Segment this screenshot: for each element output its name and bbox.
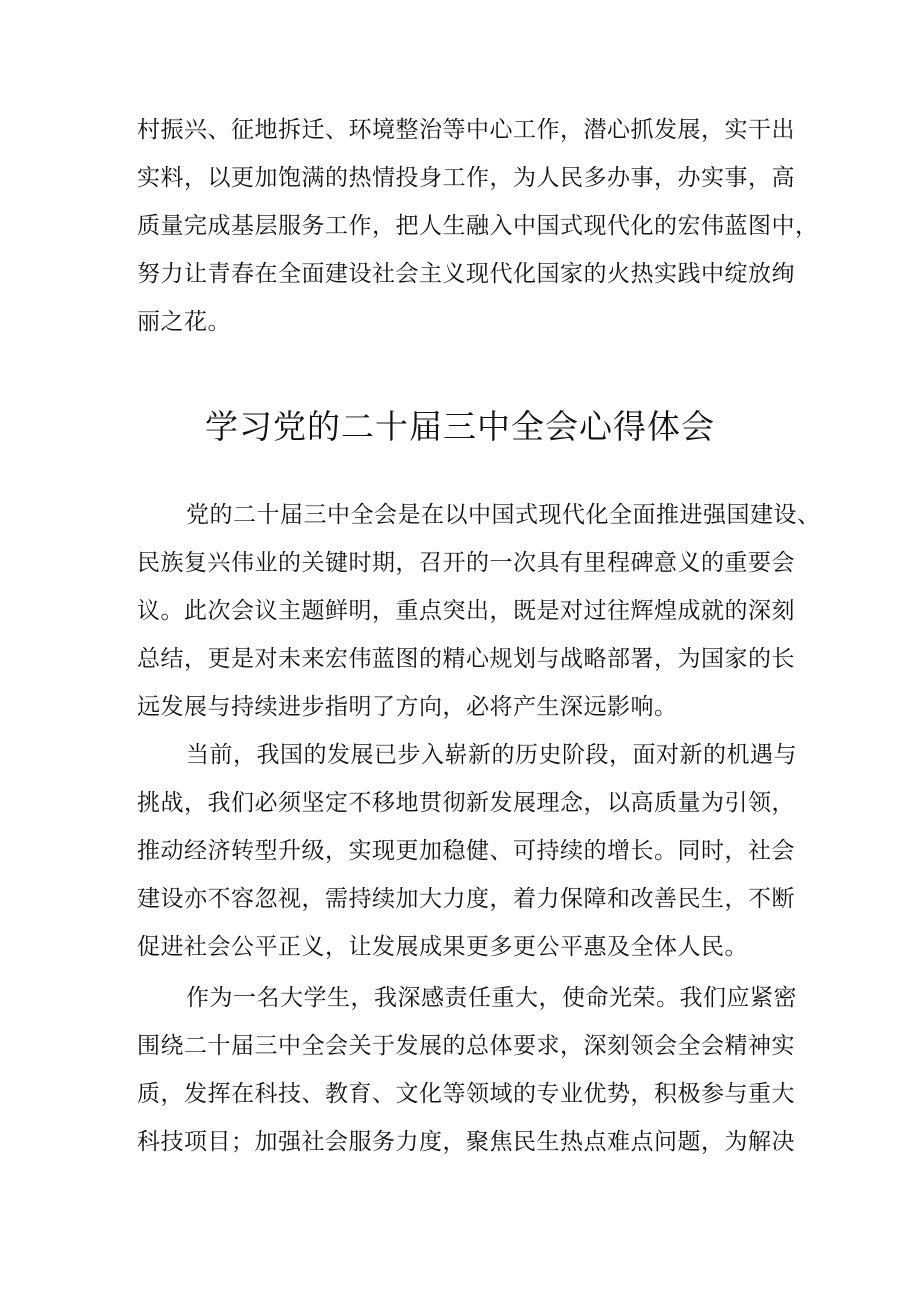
paragraph-line: 质，发挥在科技、教育、文化等领域的专业优势，积极参与重大 <box>137 1081 795 1107</box>
paragraph-line: 总结，更是对未来宏伟蓝图的精心规划与战略部署，为国家的长 <box>137 646 795 672</box>
paragraph-line: 远发展与持续进步指明了方向，必将产生深远影响。 <box>137 694 678 720</box>
paragraph-line: 当前，我国的发展已步入崭新的历史阶段，面对新的机遇与 <box>186 742 797 768</box>
paragraph-line: 推动经济转型升级，实现更加稳健、可持续的增长。同时，社会 <box>137 838 795 864</box>
paragraph-line: 民族复兴伟业的关键时期，召开的一次具有里程碑意义的重要会 <box>137 550 795 576</box>
paragraph-line: 作为一名大学生，我深感责任重大，使命光荣。我们应紧密 <box>186 985 797 1011</box>
paragraph-line: 围绕二十届三中全会关于发展的总体要求，深刻领会全会精神实 <box>137 1033 795 1059</box>
paragraph-line: 建设亦不容忽视，需持续加大力度，着力保障和改善民生，不断 <box>137 886 795 912</box>
paragraph-line: 党的二十届三中全会是在以中国式现代化全面推进强国建设、 <box>186 502 821 528</box>
paragraph-line: 挑战，我们必须坚定不移地贯彻新发展理念，以高质量为引领， <box>137 790 795 816</box>
intro-line: 村振兴、征地拆迁、环境整治等中心工作，潜心抓发展，实干出 <box>137 117 795 143</box>
intro-line: 实料，以更加饱满的热情投身工作，为人民多办事，办实事，高 <box>137 165 795 191</box>
paragraph-line: 议。此次会议主题鲜明，重点突出，既是对过往辉煌成就的深刻 <box>137 598 795 624</box>
article-title: 学习党的二十届三中全会心得体会 <box>205 407 715 446</box>
intro-line: 质量完成基层服务工作，把人生融入中国式现代化的宏伟蓝图中， <box>137 213 819 239</box>
paragraph-line: 科技项目；加强社会服务力度，聚焦民生热点难点问题，为解决 <box>137 1129 795 1155</box>
intro-line: 丽之花。 <box>137 309 231 335</box>
intro-line: 努力让青春在全面建设社会主义现代化国家的火热实践中绽放绚 <box>137 261 795 287</box>
paragraph-line: 促进社会公平正义，让发展成果更多更公平惠及全体人民。 <box>137 934 748 960</box>
